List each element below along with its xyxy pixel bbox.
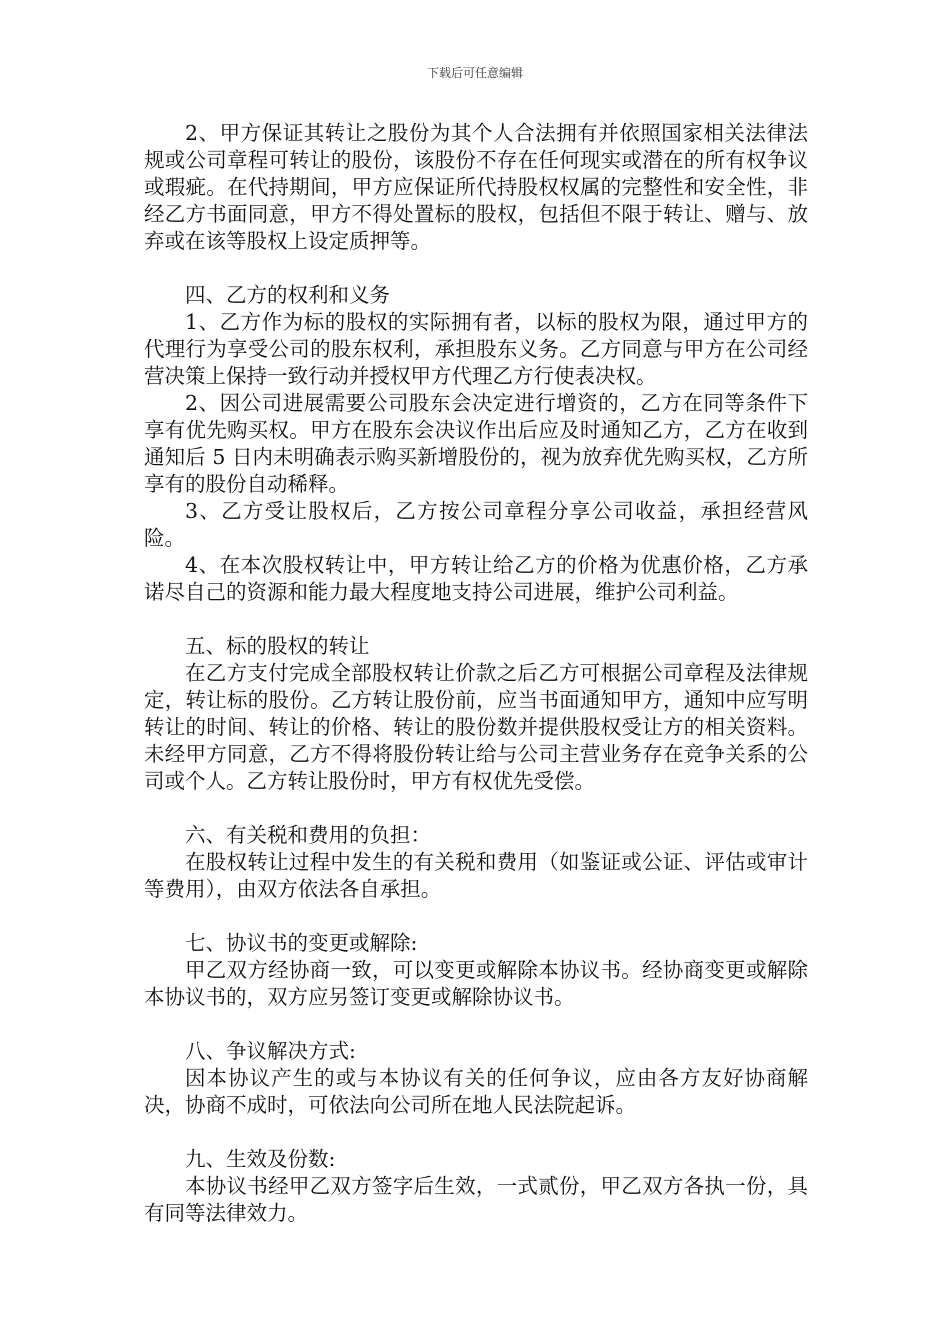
clause-8-body: 因本协议产生的或与本协议有关的任何争议，应由各方友好协商解决，协商不成时，可依法向公司所在地人民法院起诉。: [144, 1066, 808, 1117]
section-gap: [144, 795, 808, 822]
section-heading-6: 六、有关税和费用的负担：: [185, 823, 431, 847]
section-gap: [144, 1119, 808, 1146]
section-heading-9: 九、生效及份数:: [185, 1147, 336, 1171]
clause-4-2: 2、因公司进展需要公司股东会决定进行增资的，乙方在同等条件下享有优先购买权。甲方在股东会决议作出后应及时通知乙方，乙方在收到通知后 5 日内未明确表示购买新增股份的，视为放弃优先购买权，乙方所享有的股份自动稀释。: [144, 391, 808, 496]
section-heading-5: 五、标的股权的转让: [185, 634, 370, 658]
section-heading-7: 七、协议书的变更或解除:: [185, 931, 418, 955]
clause-4-4: 4、在本次股权转让中，甲方转让给乙方的价格为优惠价格，乙方承诺尽自己的资源和能力最大程度地支持公司进展，维护公司利益。: [144, 553, 808, 604]
section-gap: [144, 1011, 808, 1038]
clause-3-2: 2、甲方保证其转让之股份为其个人合法拥有并依照国家相关法律法规或公司章程可转让的股份，该股份不存在任何现实或潜在的所有权争议或瑕疵。在代持期间，甲方应保证所代持股权权属的完整性和安全性，非经乙方书面同意，甲方不得处置标的股权，包括但不限于转让、赠与、放弃或在该等股权上设定质押等。: [144, 121, 808, 253]
clause-7-body: 甲乙双方经协商一致，可以变更或解除本协议书。经协商变更或解除本协议书的，双方应另签订变更或解除协议书。: [144, 958, 808, 1009]
section-heading-4: 四、乙方的权利和义务: [185, 283, 390, 307]
document-body: [144, 120, 808, 1227]
page-header-note: 下载后可任意编辑: [426, 66, 523, 80]
section-gap: [144, 606, 808, 633]
clause-4-1: 1、乙方作为标的股权的实际拥有者，以标的股权为限，通过甲方的代理行为享受公司的股东权利，承担股东义务。乙方同意与甲方在公司经营决策上保持一致行动并授权甲方代理乙方行使表决权。: [144, 310, 808, 388]
clause-5-body: 在乙方支付完成全部股权转让价款之后乙方可根据公司章程及法律规定，转让标的股份。乙方转让股份前，应当书面通知甲方，通知中应写明转让的时间、转让的价格、转让的股份数并提供股权受让方的相关资料。未经甲方同意，乙方不得将股份转让给与公司主营业务存在竞争关系的公司或个人。乙方转让股份时，甲方有权优先受偿。: [144, 661, 808, 793]
section-gap: [144, 255, 808, 282]
clause-9-body: 本协议书经甲乙双方签字后生效，一式贰份，甲乙双方各执一份，具有同等法律效力。: [144, 1174, 808, 1225]
section-gap: [144, 903, 808, 930]
clause-6-body: 在股权转让过程中发生的有关税和费用（如鉴证或公证、评估或审计等费用），由双方依法各自承担。: [144, 850, 808, 901]
section-heading-8: 八、争议解决方式:: [185, 1039, 356, 1063]
clause-4-3: 3、乙方受让股权后，乙方按公司章程分享公司收益，承担经营风险。: [144, 499, 808, 550]
